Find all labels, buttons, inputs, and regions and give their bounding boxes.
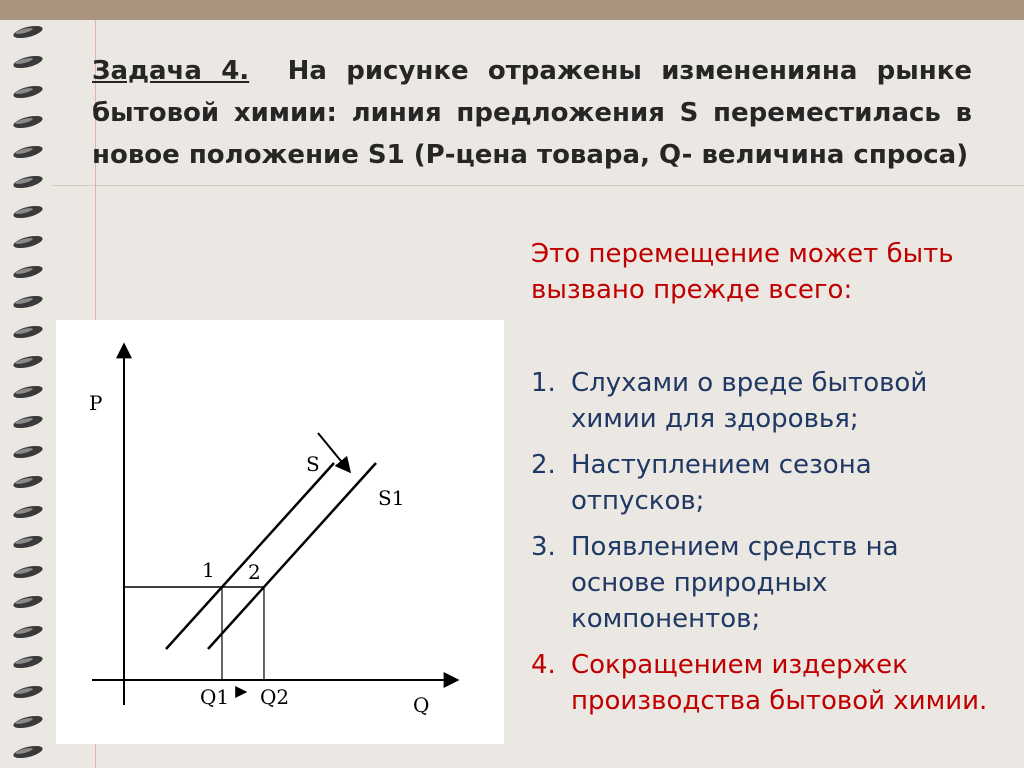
answer-item-2 (531, 447, 1001, 519)
answer-text: Слухами о вреде бытовой химии для здоровья; (571, 368, 928, 434)
answer-item-1 (531, 365, 1001, 437)
answer-number: 1. (531, 368, 556, 398)
answer-number: 4. (531, 650, 556, 680)
supply-label-s: S (306, 452, 320, 476)
q2-tick-label: Q2 (259, 685, 290, 709)
answer-list (531, 365, 1001, 729)
answer-number: 2. (531, 450, 556, 480)
top-decoration-bar (0, 0, 1024, 20)
question-intro: Это перемещение может быть вызвано прежде всего: (531, 239, 954, 305)
q1-tick-label: Q1 (199, 685, 230, 709)
y-axis-label: P (89, 391, 103, 415)
answer-item-3 (531, 529, 1001, 637)
supply-line-s (166, 463, 334, 649)
notebook-rule-line (52, 185, 1024, 186)
equilibrium-point-1-label: 1 (201, 558, 215, 582)
answer-text: Наступлением сезона отпусков; (571, 450, 872, 516)
supply-shift-arrow (318, 433, 350, 472)
answer-text: Появлением средств на основе природных компонентов; (571, 532, 899, 634)
spiral-binding (0, 22, 52, 768)
supply-shift-chart (56, 320, 504, 744)
supply-line-s1 (208, 463, 376, 649)
answer-item-4 (531, 647, 1001, 719)
x-axis-label: Q (413, 693, 430, 717)
supply-label-s1: S1 (378, 486, 405, 510)
chart-svg (56, 320, 504, 744)
task-statement (92, 50, 972, 176)
answer-number: 3. (531, 532, 556, 562)
task-text: На рисунке отражены измененияна рынке бытовой химии: линия предложения S переместилась в новое положение S1 (Р-цена товара, Q- величина спроса) (92, 56, 972, 170)
task-label: Задача 4. (92, 56, 250, 86)
answer-text: Сокращением издержек производства бытовой химии. (571, 650, 988, 716)
equilibrium-point-2-label: 2 (247, 560, 261, 584)
